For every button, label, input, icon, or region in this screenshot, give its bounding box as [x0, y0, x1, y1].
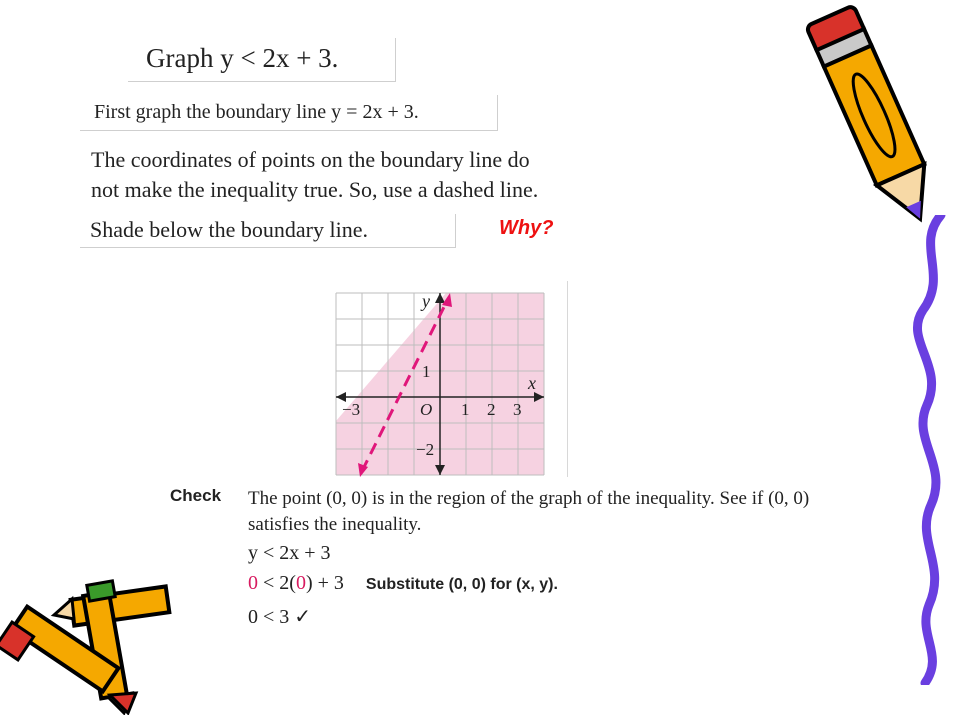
y-tick-label-1: 1: [422, 362, 431, 381]
inequality-line: y < 2x + 3: [248, 542, 331, 564]
step-shade-text: Shade below the boundary line.: [90, 217, 368, 242]
check-label: Check: [170, 486, 222, 505]
pencil-bundle-icon: [0, 575, 175, 715]
explanation-line-1: The coordinates of points on the boundary line do: [91, 147, 530, 172]
x-tick-label-3: 3: [513, 400, 522, 419]
substitution-line: [248, 572, 558, 595]
step-shade: [80, 214, 456, 248]
origin-label: O: [420, 400, 433, 419]
subst-zero: 0: [295, 572, 306, 594]
subst-lhs: 0: [248, 572, 258, 594]
step-boundary-line: [80, 95, 498, 131]
check-text-line-2: satisfies the inequality.: [248, 514, 422, 535]
explanation-paragraph: [91, 145, 631, 205]
substitute-note: Substitute (0, 0) for (x, y).: [365, 576, 558, 593]
graph-divider: [567, 281, 568, 477]
explanation-line-2: not make the inequality true. So, use a dashed line.: [91, 177, 539, 202]
why-label: Why?: [499, 217, 554, 239]
squiggle-border-icon: [905, 215, 957, 685]
x-tick-label-2: 2: [487, 400, 496, 419]
step-boundary-text: First graph the boundary line y = 2x + 3.: [94, 101, 419, 123]
x-tick-label-minus3: −3: [342, 400, 361, 419]
pencil-icon: [800, 0, 950, 230]
subst-rhs: ) + 3: [305, 572, 344, 594]
x-axis-label: x: [528, 373, 536, 393]
inequality-graph: [330, 281, 550, 481]
y-axis-label: y: [422, 291, 430, 311]
x-tick-label-1: 1: [461, 400, 470, 419]
page-title: [128, 38, 396, 82]
result-line: 0 < 3 ✓: [248, 606, 312, 628]
y-tick-label-minus2: −2: [416, 440, 435, 459]
check-description: [248, 486, 908, 538]
subst-mid: < 2(: [258, 572, 296, 594]
check-text-line-1: The point (0, 0) is in the region of the graph of the inequality. See if (0, 0): [248, 488, 810, 509]
page-title-text: Graph y < 2x + 3.: [146, 43, 339, 73]
